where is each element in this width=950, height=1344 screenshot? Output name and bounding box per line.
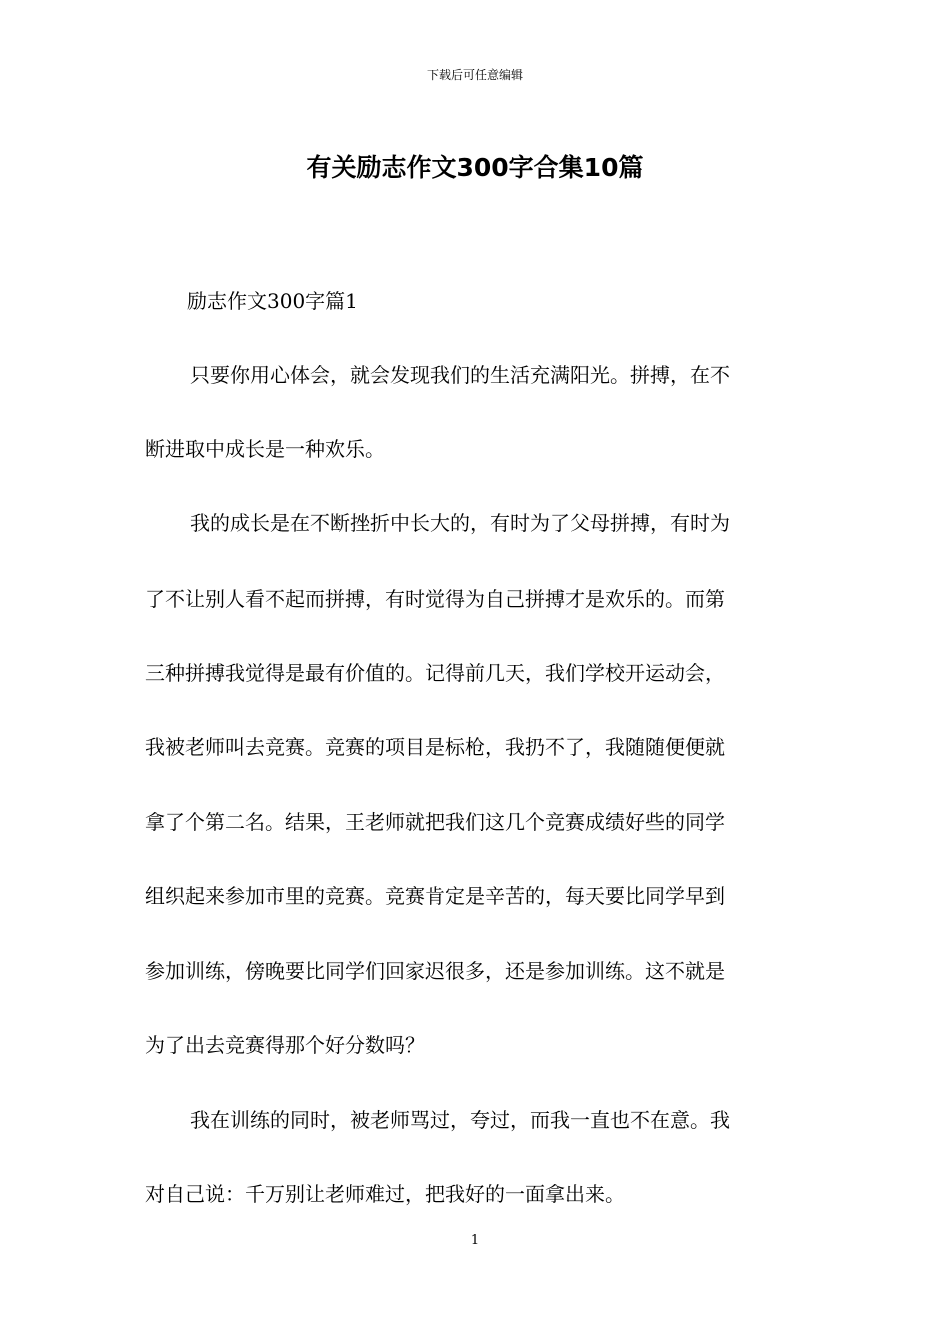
paragraph-line: 拿了个第二名。结果，王老师就把我们这几个竞赛成绩好些的同学	[145, 810, 725, 834]
paragraph-line: 组织起来参加市里的竞赛。竞赛肯定是辛苦的，每天要比同学早到	[145, 884, 725, 908]
paragraph-line: 三种拼搏我觉得是最有价值的。记得前几天，我们学校开运动会，	[145, 661, 725, 685]
paragraph-line: 我被老师叫去竞赛。竞赛的项目是标枪，我扔不了，我随随便便就	[145, 735, 725, 759]
document-title: 有关励志作文300字合集10篇	[306, 153, 644, 182]
paragraph-line: 只要你用心体会，就会发现我们的生活充满阳光。拼搏，在不	[190, 363, 730, 387]
section-heading: 励志作文300字篇1	[187, 289, 358, 313]
paragraph-line: 我在训练的同时，被老师骂过，夸过，而我一直也不在意。我	[190, 1108, 730, 1132]
paragraph-line: 参加训练，傍晚要比同学们回家迟很多，还是参加训练。这不就是	[145, 959, 725, 983]
paragraph-line: 断进取中成长是一种欢乐。	[145, 437, 385, 461]
paragraph-line: 对自己说：千万别让老师难过，把我好的一面拿出来。	[145, 1182, 625, 1206]
paragraph-line: 为了出去竞赛得那个好分数吗？	[145, 1033, 425, 1057]
header-note: 下载后可任意编辑	[426, 68, 523, 82]
page-number: 1	[470, 1233, 480, 1248]
paragraph-line: 了不让别人看不起而拼搏，有时觉得为自己拼搏才是欢乐的。而第	[145, 587, 725, 611]
paragraph-line: 我的成长是在不断挫折中长大的，有时为了父母拼搏，有时为	[190, 511, 730, 535]
